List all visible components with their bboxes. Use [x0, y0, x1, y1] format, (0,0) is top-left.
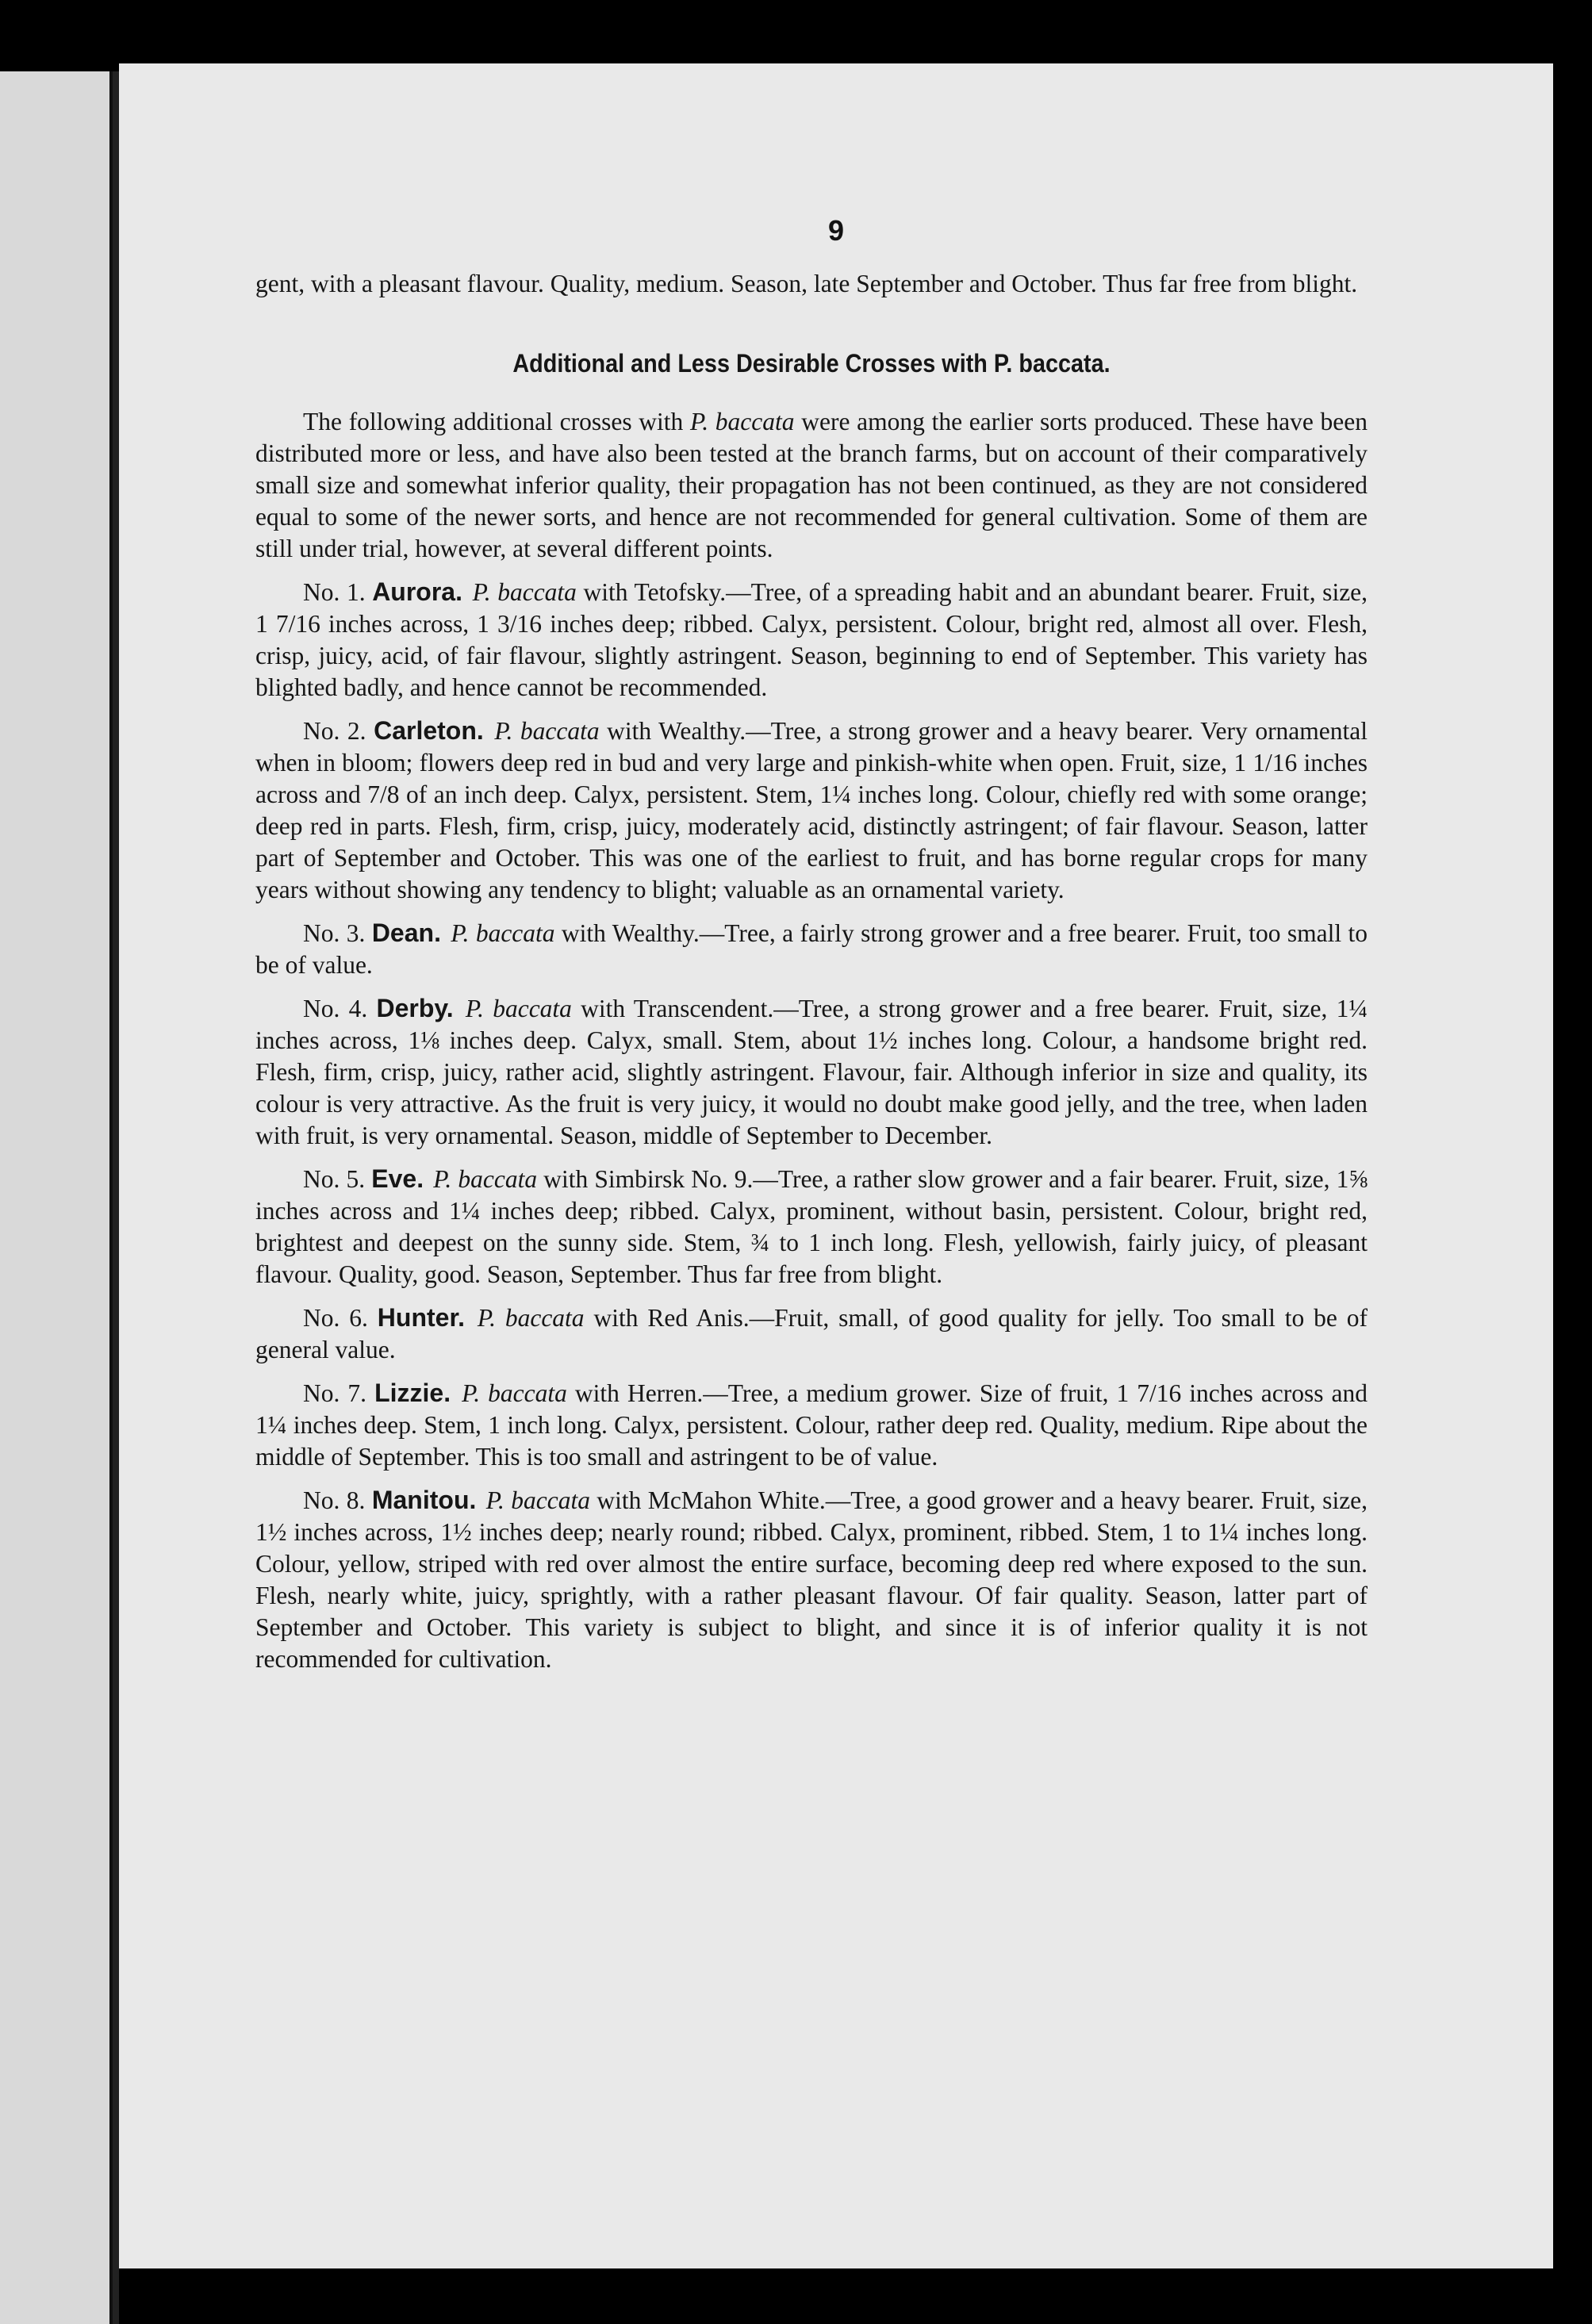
entry-name: Eve. — [371, 1164, 424, 1193]
continuation-paragraph: gent, with a pleasant flavour. Quality, medium. Season, late September and October. Thus far free from blight. — [255, 270, 1358, 297]
entry-name: Hunter. — [377, 1303, 466, 1332]
entry-name: Dean. — [371, 918, 441, 947]
entry-lizzie — [255, 1377, 1368, 1473]
entry-manitou — [255, 1484, 1368, 1675]
entry-derby — [255, 992, 1368, 1152]
entry-name: Manitou. — [371, 1486, 477, 1514]
entry-text: with Simbirsk No. 9.—Tree, a rather slow grower and a fair bearer. Fruit, size, 1⅝ inches across and 1¼ inches deep; ribbed. Calyx, prominent, without basin, persistent. Colour, bright red, brightest and deepest on the sunny side. Stem, ¾ to 1 inch long. Flesh, yellowish, fairly juicy, of pleasant flavour. Quality, good. Season, September. Thus far free from blight. — [255, 1165, 1368, 1288]
intro-text-a: The following additional crosses with — [303, 408, 691, 435]
entry-cross: P. baccata — [465, 995, 572, 1022]
entry-name: Carleton. — [374, 716, 484, 745]
entry-number: No. 7. — [303, 1379, 367, 1407]
intro-paragraph — [255, 406, 1368, 565]
entry-text: with Wealthy.—Tree, a strong grower and a heavy bearer. Very ornamental when in bloom; flowers deep red in bud and very large and pinkish-white when open. Fruit, size, 1 1/16 inches across and 7/8 of an inch deep. Calyx, persistent. Stem, 1¼ inches long. Colour, chiefly red with some orange; deep red in parts. Flesh, firm, crisp, juicy, moderately acid, distinctly astringent; of fair flavour. Season, latter part of September and October. This was one of the earliest to fruit, and has borne regular crops for many years without showing any tendency to blight; valuable as an ornamental variety. — [255, 717, 1368, 903]
entry-name: Derby. — [376, 994, 454, 1022]
entry-number: No. 1. — [303, 578, 366, 606]
page-body — [255, 268, 1368, 1686]
entry-text: with Tetofsky.—Tree, of a spreading habit and an abundant bearer. Fruit, size, 1 7/16 inches across, 1 3/16 inches deep; ribbed. Calyx, persistent. Colour, bright red, almost all over. Flesh, crisp, juicy, acid, of fair flavour, slightly astringent. Season, beginning to end of September. This variety has blighted badly, and hence cannot be recommended. — [255, 578, 1368, 701]
entry-text: with Wealthy.—Tree, a fairly strong grower and a free bearer. Fruit, too small to be of value. — [255, 919, 1368, 979]
entry-name: Aurora. — [372, 577, 462, 606]
entry-cross: P. baccata — [485, 1486, 590, 1514]
entry-cross: P. baccata — [433, 1165, 538, 1193]
intro-text-b: were among the earlier sorts produced. These have been distributed more or less, and have also been tested at the branch farms, but on account of their comparatively small size and somewhat inferior quality, their propagation has not been continued, as they are not considered equal to some of the newer sorts, and hence are not recommended for general cultivation. Some of them are still under trial, however, at several different points. — [255, 408, 1368, 562]
entry-name: Lizzie. — [374, 1379, 451, 1407]
page-gutter — [113, 71, 119, 2324]
entry-number: No. 4. — [303, 995, 368, 1022]
entry-cross: P. baccata — [451, 919, 555, 947]
intro-species: P. baccata — [690, 408, 795, 435]
entry-number: No. 5. — [303, 1165, 366, 1193]
entry-eve — [255, 1163, 1368, 1290]
entry-cross: P. baccata — [462, 1379, 567, 1407]
entry-number: No. 6. — [303, 1304, 368, 1332]
entry-text: with Transcendent.—Tree, a strong grower and a free bearer. Fruit, size, 1¼ inches across, 1⅛ inches deep. Calyx, small. Stem, about 1½ inches long. Colour, a handsome bright red. Flesh, firm, crisp, juicy, rather acid, slightly astringent. Flavour, fair. Although inferior in size and quality, its colour is very attractive. As the fruit is very juicy, it would no doubt make good jelly, and the tree, when laden with fruit, is very ornamental. Season, middle of September to December. — [255, 995, 1368, 1149]
entry-number: No. 3. — [303, 919, 366, 947]
entry-text: with Red Anis.—Fruit, small, of good quality for jelly. Too small to be of general value. — [255, 1304, 1368, 1363]
document-page — [119, 63, 1553, 2268]
entry-cross: P. baccata — [494, 717, 600, 745]
entry-text: with McMahon White.—Tree, a good grower and a heavy bearer. Fruit, size, 1½ inches across, 1½ inches deep; nearly round; ribbed. Calyx, prominent, ribbed. Stem, 1 to 1¼ inches long. Colour, yellow, striped with red over almost the entire surface, becoming deep red where exposed to the sun. Flesh, nearly white, juicy, sprightly, with a rather pleasant flavour. Of fair quality. Season, latter part of September and October. This variety is subject to blight, and since it is of inferior quality it is not recommended for cultivation. — [255, 1486, 1368, 1673]
section-heading: Additional and Less Desirable Crosses with P. baccata. — [512, 349, 1111, 378]
facing-page-edge — [0, 71, 114, 2324]
entry-dean — [255, 917, 1368, 981]
entry-aurora — [255, 576, 1368, 704]
entry-number: No. 2. — [303, 717, 366, 745]
entry-text: with Herren.—Tree, a medium grower. Size of fruit, 1 7/16 inches across and 1¼ inches deep. Stem, 1 inch long. Calyx, persistent. Colour, rather deep red. Quality, medium. Ripe about the middle of September. This is too small and astringent to be of value. — [255, 1379, 1368, 1471]
entry-cross: P. baccata — [472, 578, 577, 606]
entry-cross: P. baccata — [477, 1304, 585, 1332]
entry-carleton — [255, 715, 1368, 906]
page-number: 9 — [827, 214, 845, 247]
entry-hunter — [255, 1302, 1368, 1366]
entry-number: No. 8. — [303, 1486, 366, 1514]
